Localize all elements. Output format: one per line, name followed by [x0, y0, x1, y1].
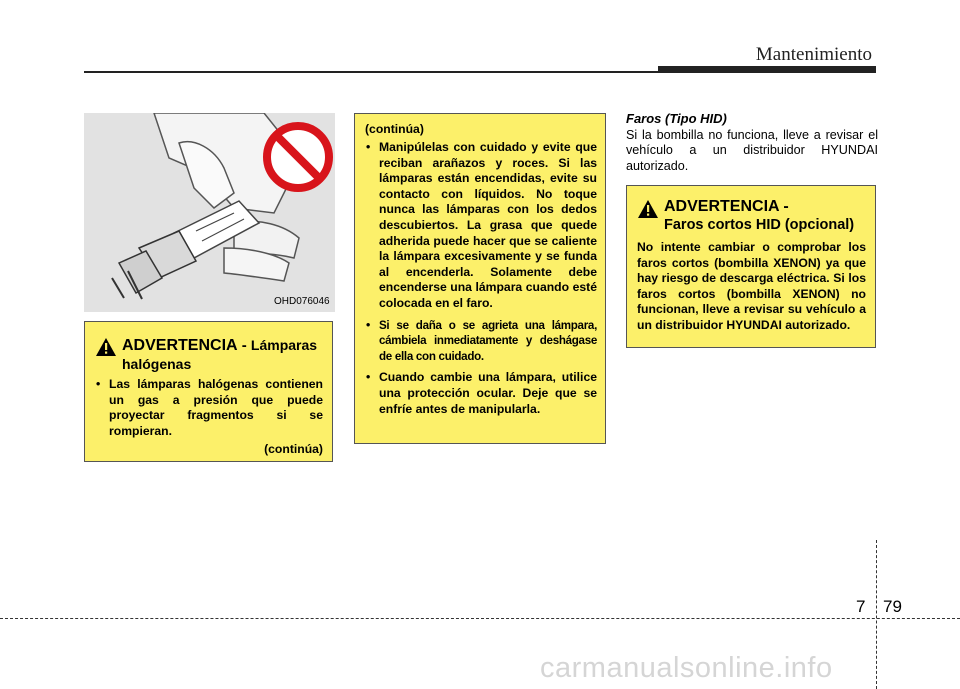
section-title: Faros (Tipo HID) — [626, 111, 727, 126]
warning-title — [122, 336, 323, 374]
warning-triangle-icon — [637, 199, 659, 219]
section-body: Si la bombilla no funciona, lleve a revisar el vehículo a un distribuidor HYUNDAI autorizado. — [626, 128, 878, 173]
warning-subtitle: Lámparas halógenas — [122, 337, 318, 372]
prohibition-icon — [267, 126, 329, 188]
warning-box-hid — [626, 185, 876, 348]
warning-box-continued — [354, 113, 606, 444]
list-item-text: Manipúlelas con cuidado y evite que reciban arañazos y roces. Si las lámparas están encendidas, evite su contacto con líquidos. No toque nunca las lámparas con los dedos descubiertos. La grasa que quede adherida puede hacer que se caliente la lámpara excesivamente y se funda al encenderla. Solamente debe encenderse una lámpara cuando esté colocada en el faro. — [379, 140, 597, 310]
list-item: • Las lámparas halógenas contienen un gas a presión que puede proyectar fragmentos si se rompieran. — [96, 377, 323, 438]
warning-triangle-icon — [95, 337, 117, 357]
list-item-text: Si se daña o se agrieta una lámpara, cámbiela inmediatamente y deshágase de ella con cuidado. — [379, 318, 597, 363]
footer-rule — [0, 618, 960, 619]
warning-title-separator: - — [237, 337, 251, 354]
list-item-text: Las lámparas halógenas contienen un gas a presión que puede proyectar fragmentos si se rompieran. — [109, 377, 323, 438]
list-item: • Cuando cambie una lámpara, utilice una protección ocular. Deje que se enfríe antes de manipularla. — [366, 370, 597, 416]
warning-body: No intente cambiar o comprobar los faros cortos (bombilla XENON) ya que hay riesgo de descarga eléctrica. Si los faros cortos (bombilla XENON) no funcionan, lleve a revisar su vehículo a un distribuidor HYUNDAI autorizado. — [637, 240, 866, 332]
chapter-number: 7 — [856, 597, 866, 616]
warning-list — [95, 377, 323, 439]
list-item: • Manipúlelas con cuidado y evite que reciban arañazos y roces. Si las lámparas están encendidas, evite su contacto con líquidos. No toque nunca las lámparas con los dedos descubiertos. La grasa que quede adherida puede hacer que se caliente la lámpara excesivamente y se funda al encenderla. Solamente debe encenderse una lámpara cuando esté colocada en el faro. — [366, 140, 597, 310]
list-item: • Si se daña o se agrieta una lámpara, cámbiela inmediatamente y deshágase de ella con cuidado. — [366, 317, 597, 363]
list-item-text: Cuando cambie una lámpara, utilice una protección ocular. Deje que se enfríe antes de manipularla. — [379, 370, 597, 416]
header-tab — [658, 66, 876, 73]
continued-label: (continúa) — [365, 122, 424, 136]
warning-title-label: ADVERTENCIA — [122, 337, 238, 354]
hand-bulb-drawing — [84, 113, 335, 312]
warning-box-halogen — [84, 321, 333, 462]
header-title: Mantenimiento — [755, 44, 872, 65]
bulb-illustration — [84, 113, 335, 312]
illustration-code: OHD076046 — [274, 296, 330, 307]
footer-vertical-rule — [876, 540, 877, 689]
warning-title — [664, 198, 854, 234]
continues-label: (continúa) — [264, 442, 323, 457]
warning-subtitle: Faros cortos HID (opcional) — [664, 217, 855, 233]
page-number: 79 — [883, 597, 902, 616]
watermark: carmanualsonline.info — [540, 652, 833, 684]
warning-title-label: ADVERTENCIA - — [664, 198, 789, 215]
warning-list — [365, 140, 597, 417]
